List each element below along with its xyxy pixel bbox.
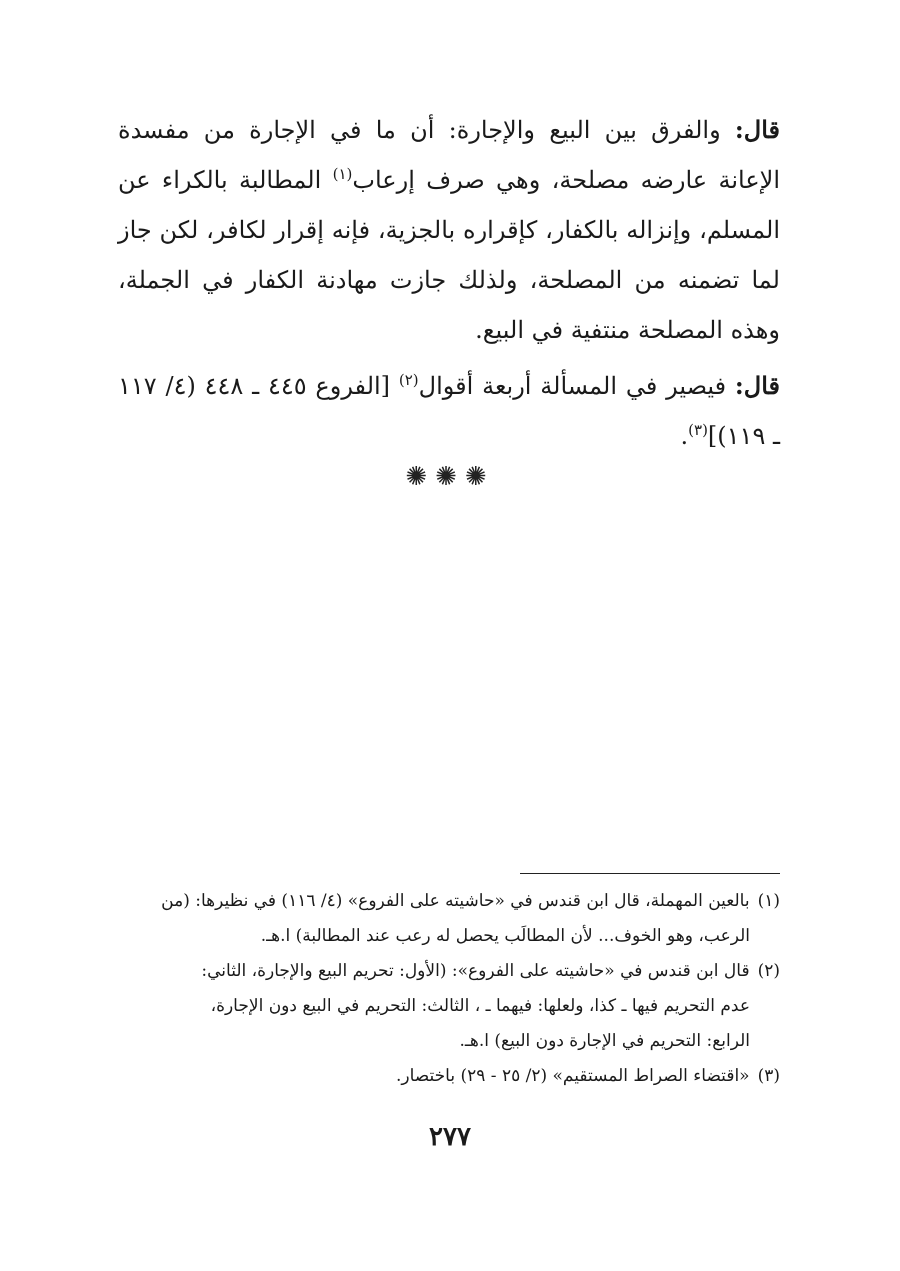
footnote-1-line-2: الرعب، وهو الخوف... لأن المطالَب يحصل له رعب عند المطالبة) ا.هـ.	[260, 926, 750, 946]
paragraph-1-text-a: والفرق بين البيع والإجارة: أن ما في الإجارة من مفسدة الإعانة عارضه مصلحة، وهي صرف إرعاب	[118, 116, 780, 194]
page-number: ٢٧٧	[429, 1122, 471, 1152]
paragraph-2-text-c: .	[680, 422, 689, 450]
main-text	[118, 105, 780, 467]
footnote-ref-3[interactable]: (٣)	[688, 421, 708, 439]
footnote-3-line-1: «اقتضاء الصراط المستقيم» (٢/ ٢٥ - ٢٩) باختصار.	[395, 1066, 750, 1086]
footnote-1-line-1: بالعين المهملة، قال ابن قندس في «حاشيته على الفروع» (٤/ ١١٦) في نظيرها: (من	[161, 891, 750, 911]
section-ornament: ✺✺✺	[405, 462, 495, 492]
paragraph-2-text-a: فيصير في المسألة أربعة أقوال	[418, 372, 735, 400]
footnote-2-line-2: عدم التحريم فيها ـ كذا، ولعلها: فيهما ـ ، الثالث: التحريم في البيع دون الإجارة،	[210, 996, 750, 1016]
footnote-divider	[520, 873, 780, 874]
footnote-1-continuation	[118, 919, 780, 954]
footnotes	[118, 884, 780, 1094]
footnote-ref-2[interactable]: (٢)	[398, 371, 419, 389]
footnote-ref-1[interactable]: (١)	[332, 165, 353, 183]
footnote-2-number: (٢)	[757, 961, 780, 981]
footnote-1	[118, 884, 780, 919]
footnote-3	[118, 1059, 780, 1094]
paragraph-2-lead: قال:	[734, 371, 781, 400]
footnote-2-line-1: قال ابن قندس في «حاشيته على الفروع»: (الأول: تحريم البيع والإجارة، الثاني:	[201, 961, 750, 981]
paragraph-1-text-b: المطالبة بالكراء عن المسلم، وإنزاله بالكفار، كإقراره بالجزية، فإنه إقرار لكافر، لكن جاز لما تضمنه من المصلحة، ولذلك جازت مهادنة الكفار في الجملة، وهذه المصلحة منتفية في البيع.	[118, 166, 780, 344]
paragraph-2	[118, 361, 780, 461]
footnote-2-continuation	[118, 989, 780, 1024]
footnote-2-continuation-2	[118, 1024, 780, 1059]
footnote-1-number: (١)	[757, 891, 780, 911]
footnote-2-line-3: الرابع: التحريم في الإجارة دون البيع) ا.هـ.	[459, 1031, 750, 1051]
paragraph-1-lead: قال:	[734, 115, 780, 144]
footnote-3-number: (٣)	[757, 1066, 780, 1086]
paragraph-1	[118, 105, 780, 355]
footnote-2	[118, 954, 780, 989]
paragraph-2-text-b: [الفروع ٤٤٥ ـ ٤٤٨ (٤/ ١١٧ ـ ١١٩)]	[118, 372, 780, 450]
